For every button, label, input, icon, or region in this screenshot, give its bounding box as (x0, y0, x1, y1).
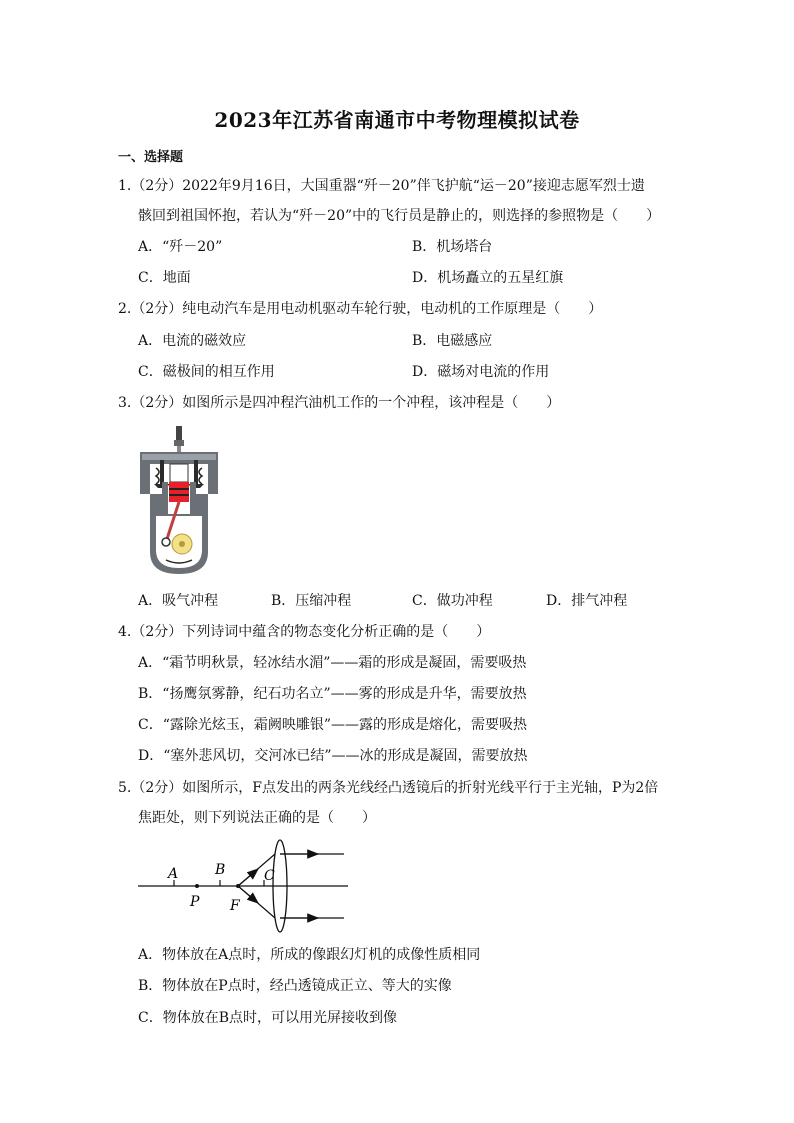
question-1-option-c: C．地面 (138, 270, 191, 286)
label-c: C (264, 868, 275, 884)
question-5-text-line1: 5.（2分）如图所示，F点发出的两条光线经凸透镜后的折射光线平行于主光轴，P为2倍 (118, 780, 659, 796)
question-2-option-b: B．电磁感应 (412, 333, 493, 349)
question-1-option-a: A．“歼－20” (138, 239, 223, 255)
question-2-option-d: D．磁场对电流的作用 (412, 364, 550, 380)
question-3-option-b: B．压缩冲程 (271, 593, 352, 609)
question-4-option-b: B．“扬鹰氛雾静，纪石功名立”——雾的形成是升华，需要放热 (138, 686, 527, 702)
section-heading: 一、选择题 (118, 150, 184, 165)
question-1-text-line2: 骸回到祖国怀抱，若认为“歼－20”中的飞行员是静止的，则选择的参照物是（ ） (138, 208, 661, 224)
question-2-option-a: A．电流的磁效应 (138, 333, 247, 349)
label-p: P (190, 894, 200, 910)
question-5-text-line2: 焦距处，则下列说法正确的是（ ） (138, 810, 376, 826)
label-f: F (230, 898, 240, 914)
piston-icon (169, 482, 189, 502)
question-3-option-c: C．做功冲程 (412, 593, 493, 609)
question-2-text: 2.（2分）纯电动汽车是用电动机驱动车轮行驶，电动机的工作原理是（ ） (118, 301, 603, 317)
question-3-text: 3.（2分）如图所示是四冲程汽油机工作的一个冲程，该冲程是（ ） (118, 395, 561, 411)
label-a: A (168, 866, 179, 882)
question-3-option-d: D．排气冲程 (546, 593, 628, 609)
question-3-option-a: A．吸气冲程 (138, 593, 219, 609)
lens-ray-diagram (138, 838, 350, 942)
engine-stroke-figure (136, 424, 222, 578)
question-1-text-line1: 1.（2分）2022年9月16日，大国重器“歼－20”伴飞护航“运－20”接迎志愿军烈士遗 (118, 178, 645, 194)
question-4-text: 4.（2分）下列诗词中蕴含的物态变化分析正确的是（ ） (118, 624, 491, 640)
question-1-option-d: D．机场矗立的五星红旗 (412, 270, 564, 286)
question-2-option-c: C．磁极间的相互作用 (138, 364, 275, 380)
page-title: 2023年江苏省南通市中考物理模拟试卷 (214, 108, 580, 132)
question-5-option-a: A．物体放在A点时，所成的像跟幻灯机的成像性质相同 (138, 947, 481, 963)
label-b: B (215, 862, 226, 878)
question-1-option-b: B．机场塔台 (412, 239, 493, 255)
question-4-option-d: D．“塞外悲风切，交河冰已结”——冰的形成是凝固，需要放热 (138, 748, 528, 764)
question-4-option-a: A．“霜节明秋景，轻冰结水湄”——霜的形成是凝固，需要吸热 (138, 655, 527, 671)
question-5-option-c: C．物体放在B点时，可以用光屏接收到像 (138, 1010, 397, 1026)
question-5-option-b: B．物体放在P点时，经凸透镜成正立、等大的实像 (138, 978, 452, 994)
question-4-option-c: C．“露除光炫玉，霜阙映雕银”——露的形成是熔化，需要吸热 (138, 717, 528, 733)
spark-plug-icon (174, 426, 184, 452)
